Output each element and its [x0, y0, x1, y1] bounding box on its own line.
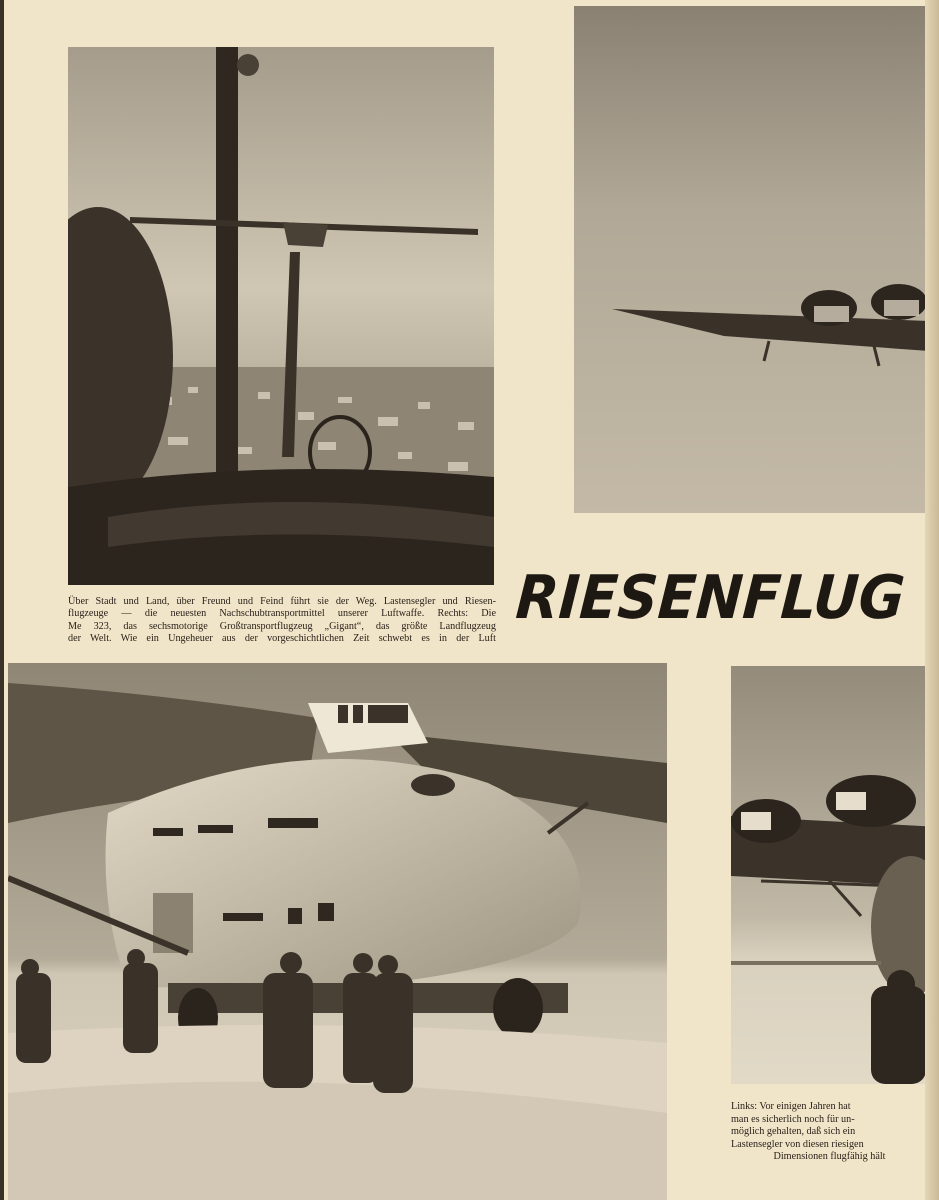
- photo-glider-on-ground: [8, 663, 667, 1200]
- caption-bottom-line: man es sicherlich noch für un-: [731, 1113, 855, 1125]
- caption-bottom: [731, 1101, 928, 1164]
- caption-bottom-line: Dimensionen flugfähig hält: [773, 1151, 886, 1163]
- page-edge: [925, 0, 939, 1200]
- photo-engines-closeup: [731, 666, 926, 1084]
- caption-top-line: Über Stadt und Land, über Freund und Feind führt sie der Weg. Lastensegler und Riesen-: [68, 596, 496, 607]
- caption-bottom-line: möglich gehalten, daß sich ein: [731, 1126, 856, 1138]
- caption-top-line: Me 323, das sechsmotorige Großtransportflugzeug „Gigant“, das größte Landflugzeug: [68, 620, 496, 632]
- caption-top-line: flugzeuge — die neuesten Nachschubtransportmittel unserer Luftwaffe. Rechts: Die: [68, 608, 496, 620]
- headline: RIESENFLUG: [513, 563, 907, 633]
- caption-bottom-line: Links: Vor einigen Jahren hat: [731, 1101, 851, 1112]
- caption-bottom-line: Lastensegler von diesen riesigen: [731, 1138, 864, 1150]
- caption-top-line: der Welt. Wie ein Ungeheuer aus der vorgeschichtlichen Zeit schwebt es in der Luft: [68, 633, 496, 645]
- photo-gigant-in-flight: [574, 6, 929, 513]
- caption-top: [68, 596, 496, 646]
- photo-glider-over-city: [68, 47, 494, 585]
